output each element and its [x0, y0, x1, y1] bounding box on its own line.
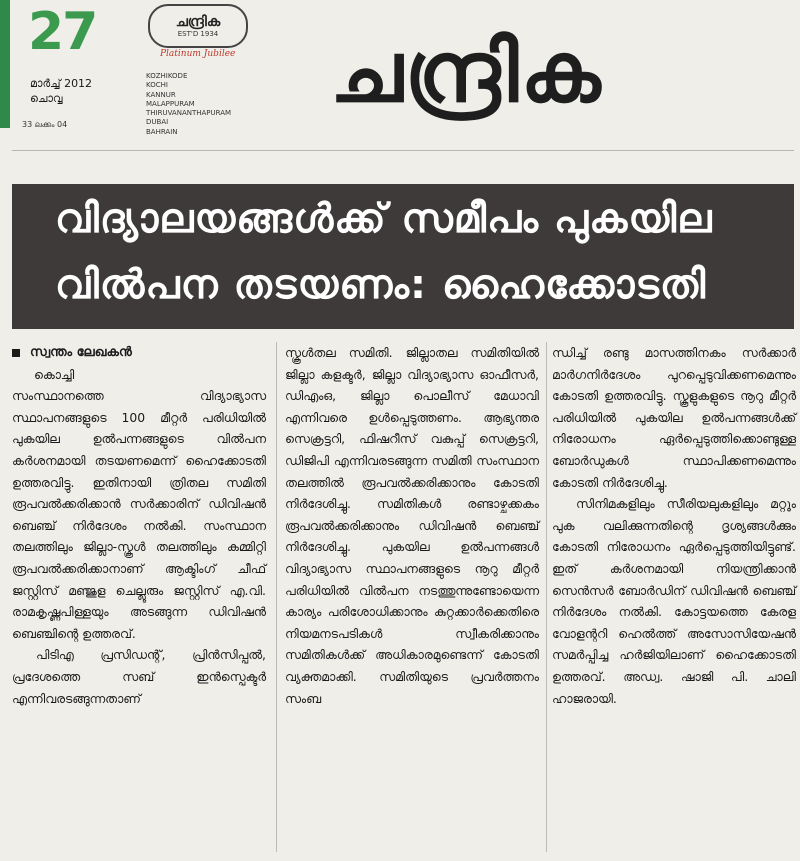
column-divider	[546, 342, 547, 852]
headline-line-2: വിൽപന തടയണം: ഹൈക്കോടതി	[55, 262, 707, 308]
paragraph: സിനിമകളിലും സീരിയലുകളിലും മറ്റും പുക വലിക്കുന്നതിന്റെ ദൃശ്യങ്ങൾക്കും കോടതി നിരോധനം ഏർപ്പെടുത്തിയിട്ടുണ്ട്. ഇത് കർശനമായി നിയന്ത്രിക്കാൻ സെൻസർ ബോർഡിന് ഡിവിഷൻ ബെഞ്ച് നിർദേശം നൽകി. കോട്ടയത്തെ കേരള വോളന്ററി ഹെൽത്ത് അസോസിയേഷൻ സമർപ്പിച്ച ഹർജിയിലാണ് ഹൈക്കോടതി ഉത്തരവ്. അഡ്വ. ഷാജി പി. ചാലി ഹാജരായി.	[552, 496, 796, 706]
byline	[12, 342, 266, 364]
weekday: ചൊവ്വ	[30, 92, 63, 105]
city: DUBAI	[146, 118, 169, 127]
article-column-1	[12, 342, 266, 709]
paragraph: ന്ധിച്ച് രണ്ടു മാസത്തിനകം സർക്കാർ മാർഗനിർദേശം പുറപ്പെടുവിക്കണമെന്നും കോടതി ഉത്തരവിട്ടു. സ്കൂളുകളുടെ നൂറു മീറ്റർ പരിധിയിൽ പുകയില ഉൽപന്നങ്ങൾക്ക് നിരോധനം ഏർപ്പെടുത്തിക്കൊണ്ടുള്ള ബോർഡുകൾ സ്ഥാപിക്കണമെന്നും കോടതി നിർദേശിച്ചു.	[552, 345, 796, 490]
city: BAHRAIN	[146, 127, 178, 136]
emblem-est: EST'D 1934	[177, 30, 219, 38]
paragraph: സംസ്ഥാനത്തെ വിദ്യാഭ്യാസ സ്ഥാപനങ്ങളുടെ 100 മീറ്റർ പരിധിയിൽ പുകയില ഉൽപന്നങ്ങളുടെ വിൽപന കർശനമായി തടയണമെന്ന് ഹൈക്കോടതി ഉത്തരവിട്ടു. ഇതിനായി ത്രിതല സമിതി രൂപവൽക്കരിക്കാൻ സർക്കാരിന് ഡിവിഷൻ ബെഞ്ച് നിർദേശം നൽകി. സംസ്ഥാന തലത്തിലും ജില്ലാ-സ്കൂൾ തലത്തിലും കമ്മിറ്റി രൂപവൽക്കരിക്കാനാണ് ആക്ടിംഗ് ചീഫ് ജസ്റ്റിസ് മഞ്ജുള ചെല്ലൂരും ജസ്റ്റിസ് എ.വി. രാമകൃഷ്ണപിള്ളയും അടങ്ങുന്ന ഡിവിഷൻ ബെഞ്ചിന്റെ ഉത്തരവ്.	[12, 388, 266, 641]
paragraph: പിടിഎ പ്രസിഡന്റ്, പ്രിൻസിപ്പൽ, പ്രദേശത്തെ സബ് ഇൻസ്പെക്ടർ എന്നിവരടങ്ങുന്നതാണ്	[12, 647, 266, 706]
paragraph: സ്കൂൾതല സമിതി. ജില്ലാതല സമിതിയിൽ ജില്ലാ കളക്ടർ, ജില്ലാ വിദ്യാഭ്യാസ ഓഫീസർ, ഡിഎംഒ, ജില്ലാ പൊലീസ് മേധാവി എന്നിവരെ ഉൾപ്പെടുത്തണം. ആഭ്യന്തര സെക്രട്ടറി, ഫിഷറീസ് വകുപ്പ് സെക്രട്ടറി, ഡിജിപി എന്നിവരടങ്ങുന്ന സമിതി സംസ്ഥാന തലത്തിൽ രൂപവൽക്കരിക്കാനും കോടതി നിർദേശിച്ചു. സമിതികൾ രണ്ടാഴ്ചക്കകം രൂപവൽക്കരിക്കാനും ഡിവിഷൻ ബെഞ്ച് നിർദേശിച്ചു. പുകയില ഉൽപന്നങ്ങൾ വിദ്യാഭ്യാസ സ്ഥാപനങ്ങളുടെ നൂറു മീറ്റർ പരിധിയിൽ വിൽപന നടത്തുന്നുണ്ടോയെന്ന കാര്യം പരിശോധിക്കാനും കുറ്റക്കാർക്കെതിരെ നിയമനടപടികൾ സ്വീകരിക്കാനും സമിതികൾക്ക് അധികാരമുണ്ടെന്ന് കോടതി വ്യക്തമാക്കി. സമിതിയുടെ പ്രവർത്തനം സംബ	[285, 345, 539, 706]
city: KOCHI	[146, 81, 168, 90]
date-number: 27	[28, 2, 97, 62]
issue-note: 33 ലക്കം 04	[22, 120, 68, 129]
masthead-rule	[12, 150, 794, 151]
city: THIRUVANANTHAPURAM	[146, 109, 232, 118]
article-column-2	[285, 342, 539, 709]
date-block	[30, 76, 92, 106]
byline-text: സ്വന്തം ലേഖകൻ	[30, 345, 132, 360]
newspaper-brand-logo: ചന്ദ്രിക	[330, 23, 603, 121]
emblem-logo	[148, 4, 248, 48]
article-column-3	[552, 342, 796, 709]
city: KOZHIKODE	[146, 72, 188, 80]
city: KANNUR	[146, 90, 176, 99]
dateline: കൊച്ചി	[34, 366, 75, 382]
city: MALAPPURAM	[146, 99, 195, 108]
jubilee-tagline: Platinum Jubilee	[160, 49, 236, 59]
emblem-text: ചന്ദ്രിക	[175, 14, 221, 30]
green-edge-bar	[0, 0, 10, 128]
headline-line-1: വിദ്യാലയങ്ങൾക്ക് സമീപം പുകയില	[55, 196, 713, 242]
column-divider	[276, 342, 277, 852]
square-bullet-icon	[12, 349, 20, 357]
month-year: മാർച്ച് 2012	[30, 77, 93, 90]
edition-cities	[146, 72, 231, 137]
